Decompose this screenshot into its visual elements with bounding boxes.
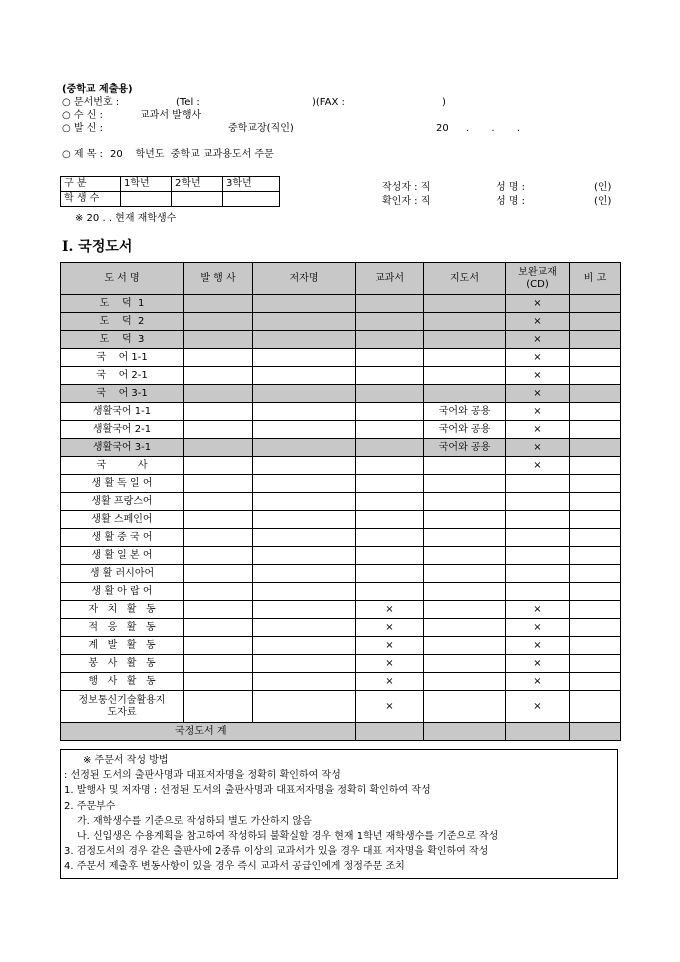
book-title: 국 어 2-1 bbox=[61, 367, 184, 385]
guide-cell[interactable] bbox=[424, 529, 506, 547]
cd-cell[interactable] bbox=[506, 547, 570, 565]
cd-cell[interactable]: × bbox=[506, 421, 570, 439]
author-cell[interactable] bbox=[253, 349, 356, 367]
writer-label: 작성자 : 직 bbox=[382, 182, 431, 193]
sender-value: 중학교장(직인) bbox=[228, 123, 294, 134]
book-title: 생활 프랑스어 bbox=[61, 493, 184, 511]
book-title: 생활국어 1-1 bbox=[61, 403, 184, 421]
publisher-cell[interactable] bbox=[184, 385, 253, 403]
publisher-cell[interactable] bbox=[184, 691, 253, 723]
notes-line: 4. 주문서 제출후 변동사항이 있을 경우 즉시 교과서 공급인에게 정정주문 조치 bbox=[64, 861, 405, 873]
table-row bbox=[61, 439, 621, 457]
guide-cell[interactable] bbox=[424, 655, 506, 673]
author-cell[interactable] bbox=[253, 385, 356, 403]
total-textbook[interactable] bbox=[356, 723, 424, 741]
guide-cell[interactable] bbox=[424, 511, 506, 529]
cd-cell[interactable]: × bbox=[506, 349, 570, 367]
publisher-cell[interactable] bbox=[184, 457, 253, 475]
remarks-cell[interactable] bbox=[570, 529, 621, 547]
table-row bbox=[61, 583, 621, 601]
guide-cell[interactable] bbox=[424, 637, 506, 655]
textbook-cell[interactable]: × bbox=[356, 673, 424, 691]
textbook-cell[interactable]: × bbox=[356, 601, 424, 619]
author-cell[interactable] bbox=[253, 529, 356, 547]
textbook-cell[interactable] bbox=[356, 565, 424, 583]
remarks-cell[interactable] bbox=[570, 601, 621, 619]
textbook-cell[interactable] bbox=[356, 349, 424, 367]
cd-cell[interactable] bbox=[506, 511, 570, 529]
fax-close: ) bbox=[442, 97, 446, 108]
remarks-cell[interactable] bbox=[570, 403, 621, 421]
author-cell[interactable] bbox=[253, 691, 356, 723]
publisher-cell[interactable] bbox=[184, 475, 253, 493]
book-title: 계 발 활 동 bbox=[61, 637, 184, 655]
grade-1-header: 1학년 bbox=[121, 177, 172, 192]
table-row bbox=[61, 565, 621, 583]
publisher-cell[interactable] bbox=[184, 601, 253, 619]
guide-cell[interactable] bbox=[424, 313, 506, 331]
remarks-cell[interactable] bbox=[570, 331, 621, 349]
table-row bbox=[61, 655, 621, 673]
publisher-cell[interactable] bbox=[184, 331, 253, 349]
author-cell[interactable] bbox=[253, 547, 356, 565]
textbook-cell[interactable]: × bbox=[356, 619, 424, 637]
book-title: 국 사 bbox=[61, 457, 184, 475]
cd-cell[interactable] bbox=[506, 475, 570, 493]
remarks-cell[interactable] bbox=[570, 295, 621, 313]
book-title: 생 활 러시아어 bbox=[61, 565, 184, 583]
checker-name-label: 성 명 : bbox=[496, 196, 526, 207]
grade-2-count[interactable] bbox=[172, 192, 223, 207]
remarks-cell[interactable] bbox=[570, 547, 621, 565]
author-cell[interactable] bbox=[253, 403, 356, 421]
cd-cell[interactable]: × bbox=[506, 637, 570, 655]
remarks-cell[interactable] bbox=[570, 493, 621, 511]
author-cell[interactable] bbox=[253, 331, 356, 349]
guide-cell[interactable] bbox=[424, 583, 506, 601]
textbook-cell[interactable] bbox=[356, 583, 424, 601]
author-cell[interactable] bbox=[253, 367, 356, 385]
cd-cell[interactable]: × bbox=[506, 313, 570, 331]
textbook-cell[interactable] bbox=[356, 385, 424, 403]
book-title: 국 어 3-1 bbox=[61, 385, 184, 403]
checker-label: 확인자 : 직 bbox=[382, 196, 431, 207]
doc-number-label: ○ 문서번호 : bbox=[62, 97, 120, 108]
subject-value: 20 학년도 중학교 교과용도서 주문 bbox=[110, 149, 274, 160]
book-title: 생활국어 3-1 bbox=[61, 439, 184, 457]
table-row bbox=[61, 367, 621, 385]
publisher-cell[interactable] bbox=[184, 547, 253, 565]
col-header-guide: 지도서 bbox=[424, 263, 506, 295]
table-row bbox=[61, 511, 621, 529]
guide-cell[interactable] bbox=[424, 349, 506, 367]
cd-cell[interactable]: × bbox=[506, 619, 570, 637]
remarks-cell[interactable] bbox=[570, 349, 621, 367]
publisher-cell[interactable] bbox=[184, 619, 253, 637]
notes-line: : 선정된 도서의 출판사명과 대표저자명을 정확히 확인하여 작성 bbox=[64, 770, 341, 782]
table-row bbox=[61, 457, 621, 475]
author-cell[interactable] bbox=[253, 295, 356, 313]
publisher-cell[interactable] bbox=[184, 493, 253, 511]
guide-cell[interactable] bbox=[424, 331, 506, 349]
remarks-cell[interactable] bbox=[570, 691, 621, 723]
author-cell[interactable] bbox=[253, 601, 356, 619]
col-header-publisher: 발 행 사 bbox=[184, 263, 253, 295]
book-title: 도 덕 2 bbox=[61, 313, 184, 331]
textbook-cell[interactable]: × bbox=[356, 637, 424, 655]
table-row bbox=[61, 403, 621, 421]
guide-cell[interactable] bbox=[424, 385, 506, 403]
total-label: 국정도서 계 bbox=[61, 723, 356, 741]
grade-2-header: 2학년 bbox=[172, 177, 223, 192]
author-cell[interactable] bbox=[253, 673, 356, 691]
remarks-cell[interactable] bbox=[570, 475, 621, 493]
table-row bbox=[61, 493, 621, 511]
guide-cell[interactable] bbox=[424, 547, 506, 565]
guide-cell[interactable] bbox=[424, 367, 506, 385]
col-header-cd: 보완교재 (CD) bbox=[506, 263, 570, 295]
book-title: 생 활 일 본 어 bbox=[61, 547, 184, 565]
cd-cell[interactable] bbox=[506, 493, 570, 511]
student-count-note: ※ 20 . . 현재 재학생수 bbox=[75, 213, 177, 224]
textbook-cell[interactable] bbox=[356, 529, 424, 547]
col-header-remarks: 비 고 bbox=[570, 263, 621, 295]
publisher-cell[interactable] bbox=[184, 313, 253, 331]
book-title: 적 응 활 동 bbox=[61, 619, 184, 637]
book-title: 생 활 독 일 어 bbox=[61, 475, 184, 493]
book-title: 생활국어 2-1 bbox=[61, 421, 184, 439]
writer-name-label: 성 명 : bbox=[496, 182, 526, 193]
book-title: 국 어 1-1 bbox=[61, 349, 184, 367]
publisher-cell[interactable] bbox=[184, 673, 253, 691]
textbook-cell[interactable] bbox=[356, 457, 424, 475]
author-cell[interactable] bbox=[253, 637, 356, 655]
publisher-cell[interactable] bbox=[184, 529, 253, 547]
table-row bbox=[61, 529, 621, 547]
remarks-cell[interactable] bbox=[570, 367, 621, 385]
guide-cell[interactable] bbox=[424, 493, 506, 511]
table-row bbox=[61, 313, 621, 331]
remarks-cell[interactable] bbox=[570, 655, 621, 673]
date-year: 20 bbox=[436, 123, 449, 134]
table-row bbox=[61, 475, 621, 493]
guide-cell[interactable] bbox=[424, 673, 506, 691]
date-dots: . . . bbox=[466, 123, 521, 134]
textbook-cell[interactable]: × bbox=[356, 691, 424, 723]
fax-label: )(FAX : bbox=[312, 97, 345, 108]
notes-box bbox=[60, 749, 618, 879]
cd-cell[interactable]: × bbox=[506, 385, 570, 403]
textbook-cell[interactable] bbox=[356, 421, 424, 439]
author-cell[interactable] bbox=[253, 493, 356, 511]
remarks-cell[interactable] bbox=[570, 457, 621, 475]
order-table bbox=[60, 262, 621, 741]
textbook-cell[interactable] bbox=[356, 367, 424, 385]
col-header-textbook: 교과서 bbox=[356, 263, 424, 295]
table-row bbox=[61, 547, 621, 565]
table-row bbox=[61, 421, 621, 439]
textbook-cell[interactable]: × bbox=[356, 655, 424, 673]
textbook-cell[interactable] bbox=[356, 511, 424, 529]
student-count-table bbox=[60, 176, 280, 207]
book-title: 도 덕 3 bbox=[61, 331, 184, 349]
guide-cell[interactable] bbox=[424, 295, 506, 313]
table-row bbox=[61, 673, 621, 691]
checker-seal: (인) bbox=[594, 196, 612, 207]
table-row bbox=[61, 601, 621, 619]
publisher-cell[interactable] bbox=[184, 655, 253, 673]
writer-seal: (인) bbox=[594, 182, 612, 193]
author-cell[interactable] bbox=[253, 475, 356, 493]
publisher-cell[interactable] bbox=[184, 349, 253, 367]
grade-3-header: 3학년 bbox=[223, 177, 280, 192]
remarks-cell[interactable] bbox=[570, 673, 621, 691]
cd-cell[interactable] bbox=[506, 565, 570, 583]
count-header-label: 구 분 bbox=[61, 177, 121, 192]
textbook-cell[interactable] bbox=[356, 493, 424, 511]
author-cell[interactable] bbox=[253, 619, 356, 637]
remarks-cell[interactable] bbox=[570, 637, 621, 655]
textbook-cell[interactable] bbox=[356, 547, 424, 565]
book-title: 봉 사 활 동 bbox=[61, 655, 184, 673]
author-cell[interactable] bbox=[253, 511, 356, 529]
table-row bbox=[61, 637, 621, 655]
grade-1-count[interactable] bbox=[121, 192, 172, 207]
cd-cell[interactable]: × bbox=[506, 403, 570, 421]
notes-title: ※ 주문서 작성 방법 bbox=[83, 755, 169, 766]
book-title: 자 치 활 동 bbox=[61, 601, 184, 619]
cd-cell[interactable] bbox=[506, 583, 570, 601]
recipient-label: ○ 수 신 : bbox=[62, 110, 103, 121]
remarks-cell[interactable] bbox=[570, 583, 621, 601]
cd-cell[interactable]: × bbox=[506, 691, 570, 723]
table-row bbox=[61, 691, 621, 723]
notes-line: 3. 검정도서의 경우 같은 출판사에 2종류 이상의 교과서가 있을 경우 대표 저자명을 확인하여 작성 bbox=[64, 846, 489, 858]
table-row bbox=[61, 331, 621, 349]
author-cell[interactable] bbox=[253, 457, 356, 475]
book-title: 생 활 중 국 어 bbox=[61, 529, 184, 547]
cd-cell[interactable]: × bbox=[506, 295, 570, 313]
guide-cell[interactable]: 국어와 공용 bbox=[424, 439, 506, 457]
guide-cell[interactable] bbox=[424, 691, 506, 723]
remarks-cell[interactable] bbox=[570, 313, 621, 331]
guide-cell[interactable] bbox=[424, 565, 506, 583]
publisher-cell[interactable] bbox=[184, 565, 253, 583]
sender-label: ○ 발 신 : bbox=[62, 123, 103, 134]
publisher-cell[interactable] bbox=[184, 367, 253, 385]
guide-cell[interactable]: 국어와 공용 bbox=[424, 403, 506, 421]
school-type-label: (중학교 제출용) bbox=[62, 84, 133, 95]
author-cell[interactable] bbox=[253, 421, 356, 439]
tel-label: (Tel : bbox=[176, 97, 200, 108]
author-cell[interactable] bbox=[253, 565, 356, 583]
student-count-label: 학 생 수 bbox=[61, 192, 121, 207]
notes-line: 가. 재학생수를 기준으로 작성하되 별도 가산하지 않음 bbox=[77, 815, 312, 827]
textbook-cell[interactable] bbox=[356, 403, 424, 421]
remarks-cell[interactable] bbox=[570, 619, 621, 637]
notes-line: 1. 발행사 및 저자명 : 선정된 도서의 출판사명과 대표저자명을 정확히 확인하여 작성 bbox=[64, 785, 431, 797]
recipient-value: 교과서 발행사 bbox=[140, 110, 202, 121]
table-row bbox=[61, 385, 621, 403]
total-cd[interactable] bbox=[506, 723, 570, 741]
guide-cell[interactable] bbox=[424, 475, 506, 493]
guide-cell[interactable] bbox=[424, 619, 506, 637]
publisher-cell[interactable] bbox=[184, 421, 253, 439]
author-cell[interactable] bbox=[253, 583, 356, 601]
guide-cell[interactable] bbox=[424, 601, 506, 619]
cd-cell[interactable]: × bbox=[506, 673, 570, 691]
publisher-cell[interactable] bbox=[184, 511, 253, 529]
cd-cell[interactable]: × bbox=[506, 457, 570, 475]
remarks-cell[interactable] bbox=[570, 565, 621, 583]
document-header bbox=[62, 83, 562, 161]
remarks-cell[interactable] bbox=[570, 511, 621, 529]
table-row bbox=[61, 619, 621, 637]
publisher-cell[interactable] bbox=[184, 439, 253, 457]
cd-cell[interactable]: × bbox=[506, 601, 570, 619]
total-guide[interactable] bbox=[424, 723, 506, 741]
col-header-author: 저자명 bbox=[253, 263, 356, 295]
total-remarks[interactable] bbox=[570, 723, 621, 741]
publisher-cell[interactable] bbox=[184, 403, 253, 421]
remarks-cell[interactable] bbox=[570, 439, 621, 457]
remarks-cell[interactable] bbox=[570, 385, 621, 403]
cd-cell[interactable]: × bbox=[506, 367, 570, 385]
book-title: 생활 스페인어 bbox=[61, 511, 184, 529]
publisher-cell[interactable] bbox=[184, 583, 253, 601]
cd-cell[interactable]: × bbox=[506, 439, 570, 457]
book-title: 도 덕 1 bbox=[61, 295, 184, 313]
book-title: 정보통신기술활용지 도자료 bbox=[61, 691, 184, 723]
book-title: 생 활 아 랍 어 bbox=[61, 583, 184, 601]
publisher-cell[interactable] bbox=[184, 637, 253, 655]
author-cell[interactable] bbox=[253, 439, 356, 457]
table-row bbox=[61, 349, 621, 367]
col-header-title: 도 서 명 bbox=[61, 263, 184, 295]
notes-line: 2. 주문부수 bbox=[64, 800, 116, 812]
guide-cell[interactable] bbox=[424, 457, 506, 475]
subject-label: ○ 제 목 : bbox=[62, 149, 103, 160]
grade-3-count[interactable] bbox=[223, 192, 280, 207]
author-cell[interactable] bbox=[253, 655, 356, 673]
remarks-cell[interactable] bbox=[570, 421, 621, 439]
textbook-cell[interactable] bbox=[356, 331, 424, 349]
textbook-cell[interactable] bbox=[356, 295, 424, 313]
textbook-cell[interactable] bbox=[356, 313, 424, 331]
publisher-cell[interactable] bbox=[184, 295, 253, 313]
guide-cell[interactable]: 국어와 공용 bbox=[424, 421, 506, 439]
notes-line: 나. 신입생은 수용계획을 참고하여 작성하되 불확실할 경우 현재 1학년 재학생수를 기준으로 작성 bbox=[77, 831, 499, 843]
textbook-cell[interactable] bbox=[356, 439, 424, 457]
table-row bbox=[61, 295, 621, 313]
textbook-cell[interactable] bbox=[356, 475, 424, 493]
cd-cell[interactable]: × bbox=[506, 331, 570, 349]
section-title: Ⅰ. 국정도서 bbox=[62, 239, 133, 255]
cd-cell[interactable] bbox=[506, 529, 570, 547]
book-title: 행 사 활 동 bbox=[61, 673, 184, 691]
author-cell[interactable] bbox=[253, 313, 356, 331]
cd-cell[interactable]: × bbox=[506, 655, 570, 673]
